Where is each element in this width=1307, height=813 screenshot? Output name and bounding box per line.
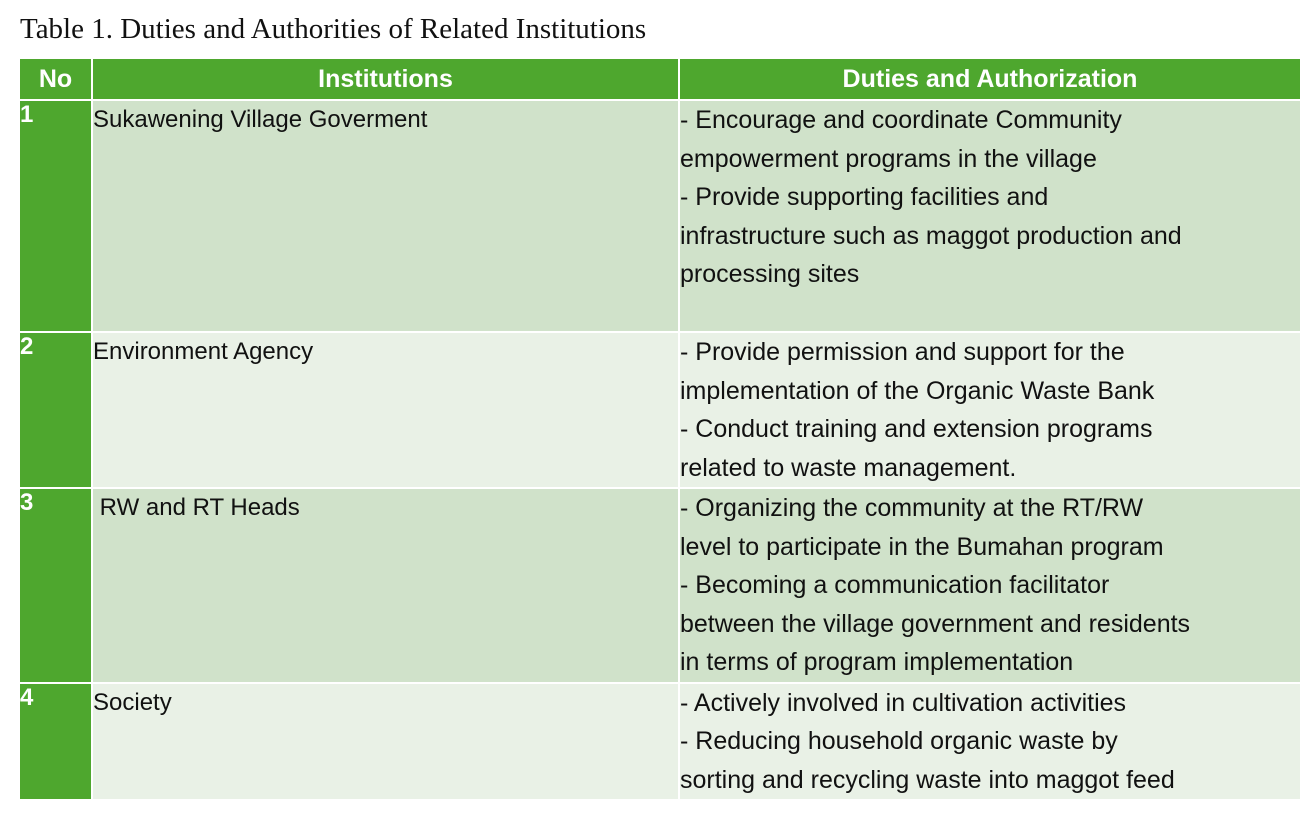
duty-line: level to participate in the Bumahan program: [680, 532, 1164, 561]
row-number: 3: [19, 488, 92, 683]
header-duties: Duties and Authorization: [679, 58, 1301, 100]
duties-cell: [679, 100, 1301, 332]
institution-name: RW and RT Heads: [92, 488, 679, 683]
table-header-row: [19, 58, 1301, 100]
duty-line: - Provide permission and support for the: [680, 338, 1125, 366]
duty-line: - Reducing household organic waste by: [680, 727, 1118, 755]
duty-line: sorting and recycling waste into maggot feed: [680, 765, 1175, 794]
duties-cell: [679, 683, 1301, 801]
duty-line: related to waste management.: [680, 453, 1017, 482]
institution-name: Society: [92, 683, 679, 801]
duty-line: empowerment programs in the village: [680, 144, 1097, 173]
duty-line: in terms of program implementation: [680, 648, 1074, 676]
table-row: [19, 683, 1301, 801]
duty-line: processing sites: [680, 260, 860, 288]
duty-line: - Becoming a communication facilitator: [680, 571, 1110, 599]
duties-cell: [679, 488, 1301, 683]
duty-line: between the village government and residents: [680, 609, 1191, 638]
table-caption: Table 1. Duties and Authorities of Related Institutions: [20, 13, 647, 45]
row-number: 1: [19, 100, 92, 332]
institution-name: Environment Agency: [92, 332, 679, 488]
row-number: 4: [19, 683, 92, 801]
duty-line: - Conduct training and extension programs: [680, 415, 1153, 443]
duty-line: infrastructure such as maggot production and: [680, 221, 1182, 250]
table-row: [19, 100, 1301, 332]
institution-name: Sukawening Village Goverment: [92, 100, 679, 332]
table-row: [19, 332, 1301, 488]
header-no: No: [19, 58, 92, 100]
row-number: 2: [19, 332, 92, 488]
duty-line: - Actively involved in cultivation activities: [680, 688, 1127, 717]
duty-line: implementation of the Organic Waste Bank: [680, 376, 1155, 405]
header-institutions: Institutions: [92, 58, 679, 100]
duty-line: - Organizing the community at the RT/RW: [680, 494, 1144, 522]
duty-line: - Provide supporting facilities and: [680, 183, 1049, 211]
duties-table: [18, 57, 1302, 801]
duty-line: - Encourage and coordinate Community: [680, 106, 1122, 134]
duties-cell: [679, 332, 1301, 488]
table-row: [19, 488, 1301, 683]
